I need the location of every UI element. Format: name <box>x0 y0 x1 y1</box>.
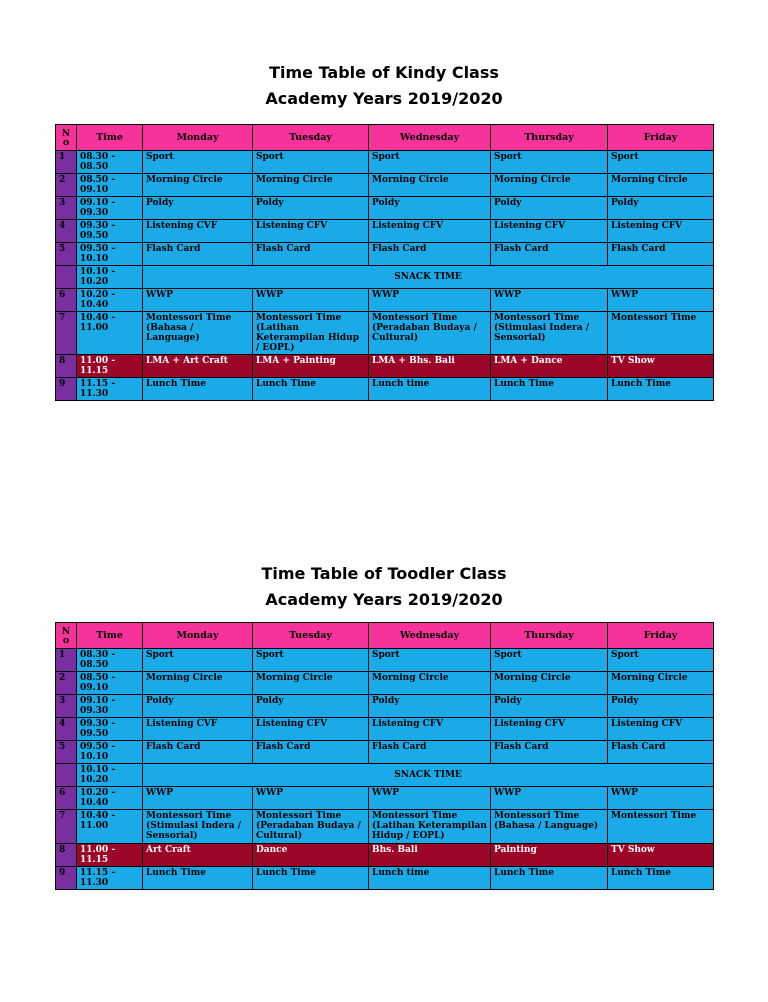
time-cell: 10.10 - 10.20 <box>77 764 143 787</box>
activity-cell: Listening CFV <box>491 220 608 243</box>
table-row <box>56 810 714 844</box>
row-number: 5 <box>56 741 77 764</box>
time-cell: 08.50 - 09.10 <box>77 672 143 695</box>
kindy-title <box>0 60 768 112</box>
table-row <box>56 243 714 266</box>
activity-cell: WWP <box>143 787 253 810</box>
activity-cell: WWP <box>253 289 369 312</box>
activity-cell: Art Craft <box>143 844 253 867</box>
table-row <box>56 266 714 289</box>
activity-cell: Lunch Time <box>253 378 369 401</box>
activity-cell: Poldy <box>608 695 714 718</box>
activity-cell: Flash Card <box>369 741 491 764</box>
time-cell: 11.15 - 11.30 <box>77 378 143 401</box>
activity-cell: Flash Card <box>608 243 714 266</box>
time-cell: 09.30 - 09.50 <box>77 220 143 243</box>
activity-cell: Morning Circle <box>369 174 491 197</box>
activity-cell: Montessori Time (Latihan Keterampilan Hidup / EOPL) <box>253 312 369 355</box>
activity-cell: Dance <box>253 844 369 867</box>
activity-cell: Sport <box>491 649 608 672</box>
column-header: Time <box>77 623 143 649</box>
row-number: 9 <box>56 867 77 890</box>
activity-cell: Morning Circle <box>608 174 714 197</box>
table-row <box>56 289 714 312</box>
activity-cell: Sport <box>608 151 714 174</box>
time-cell: 11.15 - 11.30 <box>77 867 143 890</box>
activity-cell: Morning Circle <box>608 672 714 695</box>
column-header: Tuesday <box>253 125 369 151</box>
row-number: 8 <box>56 844 77 867</box>
row-number: 7 <box>56 810 77 844</box>
table-row <box>56 649 714 672</box>
toodler-title <box>0 561 768 613</box>
activity-cell: WWP <box>369 787 491 810</box>
activity-cell: Morning Circle <box>491 672 608 695</box>
time-cell: 08.50 - 09.10 <box>77 174 143 197</box>
table-row <box>56 378 714 401</box>
activity-cell: Listening CFV <box>491 718 608 741</box>
activity-cell: Morning Circle <box>491 174 608 197</box>
activity-cell: Poldy <box>143 695 253 718</box>
activity-cell: WWP <box>608 787 714 810</box>
time-cell: 08.30 - 08.50 <box>77 649 143 672</box>
activity-cell: Poldy <box>253 197 369 220</box>
row-number <box>56 764 77 787</box>
activity-cell: Painting <box>491 844 608 867</box>
row-number: 3 <box>56 695 77 718</box>
activity-cell: LMA + Painting <box>253 355 369 378</box>
activity-cell: Sport <box>369 151 491 174</box>
column-header: Friday <box>608 125 714 151</box>
activity-cell: Listening CFV <box>369 718 491 741</box>
activity-cell: WWP <box>608 289 714 312</box>
activity-cell: WWP <box>369 289 491 312</box>
activity-cell: Flash Card <box>253 741 369 764</box>
table-row <box>56 844 714 867</box>
toodler-title-line2: Academy Years 2019/2020 <box>265 590 503 609</box>
activity-cell: Poldy <box>491 695 608 718</box>
row-number: 7 <box>56 312 77 355</box>
column-header: Monday <box>143 125 253 151</box>
activity-cell: Morning Circle <box>253 174 369 197</box>
activity-cell: Morning Circle <box>369 672 491 695</box>
activity-cell: Montessori Time <box>608 312 714 355</box>
time-cell: 10.20 - 10.40 <box>77 787 143 810</box>
table-row <box>56 764 714 787</box>
time-cell: 10.20 - 10.40 <box>77 289 143 312</box>
activity-cell: Poldy <box>143 197 253 220</box>
time-cell: 11.00 - 11.15 <box>77 844 143 867</box>
activity-cell: Montessori Time (Stimulasi Indera / Sensorial) <box>143 810 253 844</box>
row-number <box>56 266 77 289</box>
activity-cell: Lunch Time <box>143 867 253 890</box>
activity-cell: Lunch Time <box>608 378 714 401</box>
activity-cell: Lunch Time <box>143 378 253 401</box>
column-header: Tuesday <box>253 623 369 649</box>
table-row <box>56 220 714 243</box>
activity-cell: Listening CFV <box>369 220 491 243</box>
kindy-title-line1: Time Table of Kindy Class <box>269 63 499 82</box>
time-cell: 11.00 - 11.15 <box>77 355 143 378</box>
table-row <box>56 718 714 741</box>
snack-time-cell: SNACK TIME <box>143 764 714 787</box>
activity-cell: Listening CFV <box>253 718 369 741</box>
activity-cell: Flash Card <box>491 243 608 266</box>
activity-cell: Sport <box>608 649 714 672</box>
activity-cell: Morning Circle <box>143 672 253 695</box>
column-header: Time <box>77 125 143 151</box>
snack-time-cell: SNACK TIME <box>143 266 714 289</box>
row-number: 3 <box>56 197 77 220</box>
activity-cell: Montessori Time <box>608 810 714 844</box>
activity-cell: Lunch time <box>369 378 491 401</box>
activity-cell: WWP <box>143 289 253 312</box>
activity-cell: Montessori Time (Peradaban Budaya / Cultural) <box>369 312 491 355</box>
activity-cell: Flash Card <box>608 741 714 764</box>
activity-cell: Lunch Time <box>491 378 608 401</box>
activity-cell: LMA + Bhs. Bali <box>369 355 491 378</box>
activity-cell: Lunch time <box>369 867 491 890</box>
activity-cell: Flash Card <box>369 243 491 266</box>
activity-cell: Listening CVF <box>143 220 253 243</box>
time-cell: 10.10 - 10.20 <box>77 266 143 289</box>
header-row <box>56 125 714 151</box>
time-cell: 09.30 - 09.50 <box>77 718 143 741</box>
activity-cell: Poldy <box>369 197 491 220</box>
row-number: 1 <box>56 151 77 174</box>
header-row <box>56 623 714 649</box>
activity-cell: Flash Card <box>143 741 253 764</box>
column-header: Thursday <box>491 623 608 649</box>
activity-cell: Morning Circle <box>143 174 253 197</box>
activity-cell: Montessori Time (Latihan Keterampilan Hidup / EOPL) <box>369 810 491 844</box>
activity-cell: WWP <box>491 289 608 312</box>
activity-cell: Lunch Time <box>253 867 369 890</box>
activity-cell: Flash Card <box>491 741 608 764</box>
table-row <box>56 174 714 197</box>
activity-cell: Sport <box>491 151 608 174</box>
activity-cell: Montessori Time (Peradaban Budaya / Cultural) <box>253 810 369 844</box>
toodler-timetable <box>55 622 714 890</box>
activity-cell: Montessori Time (Bahasa / Language) <box>491 810 608 844</box>
table-row <box>56 312 714 355</box>
activity-cell: LMA + Dance <box>491 355 608 378</box>
row-number: 6 <box>56 289 77 312</box>
activity-cell: Listening CFV <box>608 718 714 741</box>
time-cell: 08.30 - 08.50 <box>77 151 143 174</box>
activity-cell: Poldy <box>608 197 714 220</box>
table-row <box>56 355 714 378</box>
activity-cell: Lunch Time <box>608 867 714 890</box>
table-row <box>56 695 714 718</box>
column-header: Friday <box>608 623 714 649</box>
time-cell: 09.50 - 10.10 <box>77 243 143 266</box>
row-number: 2 <box>56 174 77 197</box>
toodler-title-line1: Time Table of Toodler Class <box>261 564 507 583</box>
activity-cell: Sport <box>253 649 369 672</box>
activity-cell: Listening CVF <box>143 718 253 741</box>
table-row <box>56 197 714 220</box>
column-header: Wednesday <box>369 623 491 649</box>
activity-cell: Poldy <box>369 695 491 718</box>
row-number: 8 <box>56 355 77 378</box>
column-header: N o <box>56 623 77 649</box>
activity-cell: Sport <box>143 649 253 672</box>
row-number: 1 <box>56 649 77 672</box>
time-cell: 10.40 - 11.00 <box>77 312 143 355</box>
column-header: Thursday <box>491 125 608 151</box>
kindy-title-line2: Academy Years 2019/2020 <box>265 89 503 108</box>
activity-cell: Sport <box>143 151 253 174</box>
row-number: 5 <box>56 243 77 266</box>
activity-cell: WWP <box>491 787 608 810</box>
table-row <box>56 672 714 695</box>
row-number: 4 <box>56 220 77 243</box>
time-cell: 10.40 - 11.00 <box>77 810 143 844</box>
activity-cell: TV Show <box>608 844 714 867</box>
activity-cell: WWP <box>253 787 369 810</box>
activity-cell: Flash Card <box>253 243 369 266</box>
activity-cell: TV Show <box>608 355 714 378</box>
activity-cell: Sport <box>369 649 491 672</box>
activity-cell: Poldy <box>491 197 608 220</box>
activity-cell: Montessori Time (Stimulasi Indera / Sensorial) <box>491 312 608 355</box>
table-row <box>56 787 714 810</box>
activity-cell: Flash Card <box>143 243 253 266</box>
row-number: 4 <box>56 718 77 741</box>
activity-cell: LMA + Art Craft <box>143 355 253 378</box>
activity-cell: Listening CFV <box>253 220 369 243</box>
activity-cell: Listening CFV <box>608 220 714 243</box>
column-header: Wednesday <box>369 125 491 151</box>
activity-cell: Sport <box>253 151 369 174</box>
time-cell: 09.10 - 09.30 <box>77 695 143 718</box>
column-header: N o <box>56 125 77 151</box>
table-row <box>56 867 714 890</box>
activity-cell: Montessori Time (Bahasa / Language) <box>143 312 253 355</box>
kindy-timetable <box>55 124 714 401</box>
time-cell: 09.50 - 10.10 <box>77 741 143 764</box>
time-cell: 09.10 - 09.30 <box>77 197 143 220</box>
table-row <box>56 741 714 764</box>
column-header: Monday <box>143 623 253 649</box>
activity-cell: Poldy <box>253 695 369 718</box>
activity-cell: Bhs. Bali <box>369 844 491 867</box>
row-number: 2 <box>56 672 77 695</box>
table-row <box>56 151 714 174</box>
activity-cell: Lunch Time <box>491 867 608 890</box>
row-number: 6 <box>56 787 77 810</box>
row-number: 9 <box>56 378 77 401</box>
activity-cell: Morning Circle <box>253 672 369 695</box>
